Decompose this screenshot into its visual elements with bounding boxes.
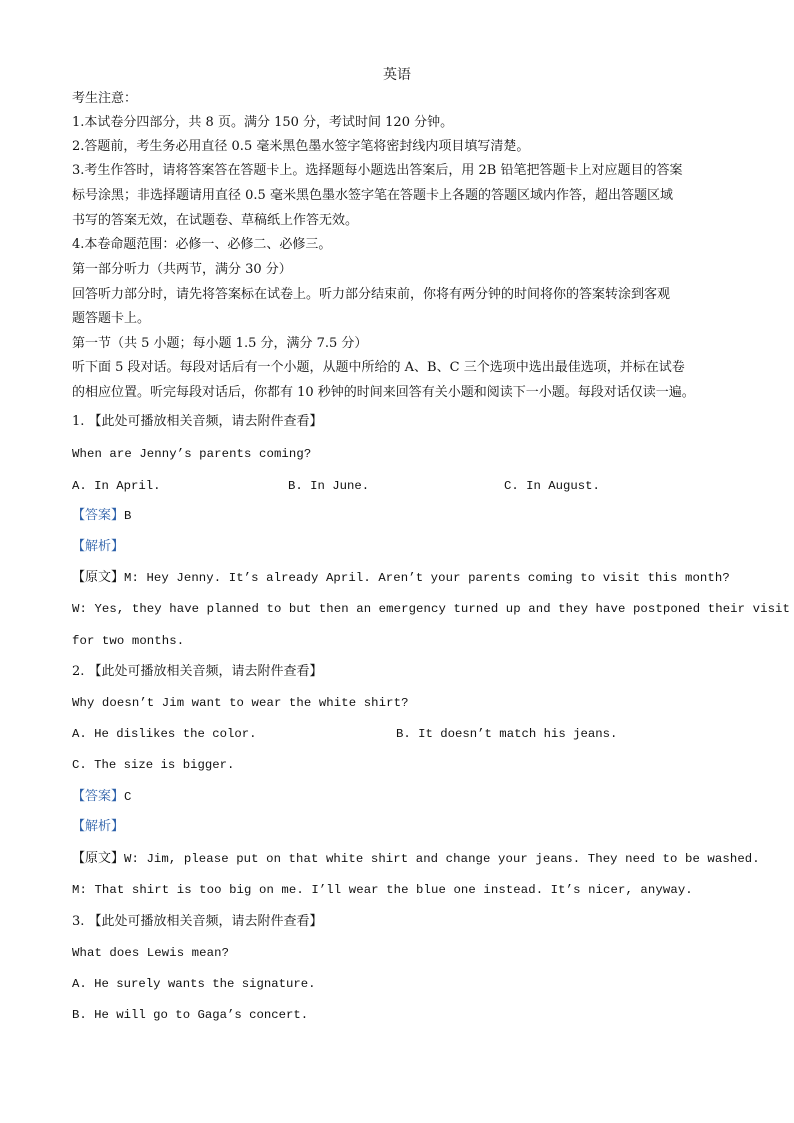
answer-tag: 【答案】: [72, 508, 125, 523]
question-1-analysis-tag: 【解析】: [72, 539, 125, 554]
answer-value: C: [124, 790, 132, 804]
section-one-instructions-line-2: 的相应位置。听完每段对话后，你都有 10 秒钟的时间来回答有关小题和阅读下一小题。每段对话仅读一遍。: [72, 385, 695, 400]
notice-item-3-line-2: 标号涂黑；非选择题请用直径 0.5 毫米黑色墨水签字笔在答题卡上各题的答题区域内作答，超出答题区域: [72, 188, 673, 203]
question-1-option-b: B. In June.: [288, 479, 370, 493]
question-1-option-a: A. In April.: [72, 479, 161, 493]
question-1-script-line-2: W: Yes, they have planned to but then an emergency turned up and they have postponed their visit: [72, 602, 791, 616]
notice-heading: 考生注意：: [72, 91, 138, 106]
notice-item-1: 1.本试卷分四部分，共 8 页。满分 150 分，考试时间 120 分钟。: [72, 115, 454, 130]
part-one-instructions-line-2: 题答题卡上。: [72, 311, 151, 326]
question-2-script-line-2: M: That shirt is too big on me. I’ll wear the blue one instead. It’s nicer, anyway.: [72, 883, 693, 897]
question-3-option-a: A. He surely wants the signature.: [72, 977, 316, 991]
question-3-option-b: B. He will go to Gaga’s concert.: [72, 1008, 309, 1022]
question-1-option-c: C. In August.: [504, 479, 600, 493]
part-one-heading: 第一部分听力（共两节，满分 30 分）: [72, 262, 292, 277]
notice-item-3-line-1: 3.考生作答时，请将答案答在答题卡上。选择题每小题选出答案后，用 2B 铅笔把答题卡上对应题目的答案: [72, 163, 683, 178]
section-one-heading: 第一节（共 5 小题；每小题 1.5 分，满分 7.5 分）: [72, 336, 368, 351]
question-3-text: What does Lewis mean?: [72, 946, 230, 960]
answer-value: B: [124, 509, 132, 523]
script-tag: 【原文】: [72, 851, 125, 866]
question-2-answer: [72, 788, 132, 806]
script-text: W: Jim, please put on that white shirt and change your jeans. They need to be washed.: [124, 852, 760, 866]
answer-tag: 【答案】: [72, 789, 125, 804]
question-1-script-line-1: [72, 569, 730, 587]
notice-item-4: 4.本卷命题范围：必修一、必修二、必修三。: [72, 237, 332, 252]
script-text: M: Hey Jenny. It’s already April. Aren’t your parents coming to visit this month?: [124, 571, 730, 585]
question-2-option-b: B. It doesn’t match his jeans.: [396, 727, 618, 741]
notice-item-3-line-3: 书写的答案无效，在试题卷、草稿纸上作答无效。: [72, 213, 359, 228]
question-2-option-c: C. The size is bigger.: [72, 758, 235, 772]
question-1-heading: 1. 【此处可播放相关音频，请去附件查看】: [72, 414, 323, 429]
question-2-text: Why doesn’t Jim want to wear the white shirt?: [72, 696, 409, 710]
question-2-analysis-tag: 【解析】: [72, 819, 125, 834]
question-2-heading: 2. 【此处可播放相关音频，请去附件查看】: [72, 664, 323, 679]
question-1-text: When are Jenny’s parents coming?: [72, 447, 312, 461]
question-1-answer: [72, 507, 132, 525]
question-1-script-line-3: for two months.: [72, 634, 185, 648]
question-2-option-a: A. He dislikes the color.: [72, 727, 257, 741]
script-tag: 【原文】: [72, 570, 125, 585]
section-one-instructions-line-1: 听下面 5 段对话。每段对话后有一个小题，从题中所给的 A、B、C 三个选项中选出最佳选项，并标在试卷: [72, 360, 685, 375]
question-3-heading: 3. 【此处可播放相关音频，请去附件查看】: [72, 914, 323, 929]
question-2-script-line-1: [72, 850, 760, 868]
page-title: 英语: [383, 67, 411, 83]
notice-item-2: 2.答题前，考生务必用直径 0.5 毫米黑色墨水签字笔将密封线内项目填写清楚。: [72, 139, 530, 154]
part-one-instructions-line-1: 回答听力部分时，请先将答案标在试卷上。听力部分结束前，你将有两分钟的时间将你的答案转涂到客观: [72, 287, 671, 302]
